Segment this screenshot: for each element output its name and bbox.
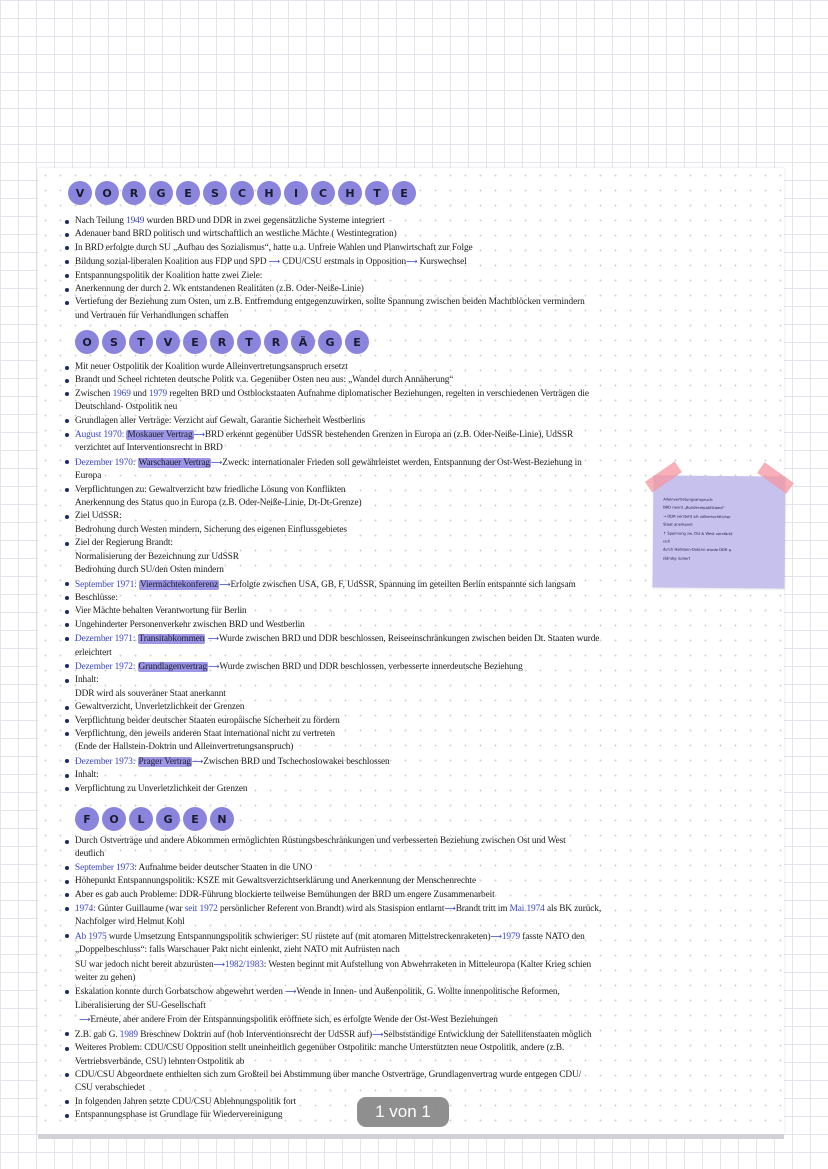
sticky-note xyxy=(653,475,786,588)
bullet-item xyxy=(64,374,674,387)
arrow-icon: ⟶ xyxy=(219,579,231,589)
highlighted-term: Moskauer Vertrag xyxy=(127,430,193,441)
line-text: Brandt tritt im xyxy=(455,904,510,915)
heading-letter: O xyxy=(95,181,119,205)
heading-letter: C xyxy=(230,181,254,205)
bullet-item xyxy=(64,660,674,674)
date-text: 1969 xyxy=(112,388,131,399)
sticky-note-text xyxy=(653,475,786,567)
line-text: CSU verabschiedet xyxy=(75,1083,145,1094)
line-text: fasste NATO den xyxy=(520,931,585,942)
line-text: Weiteres Problem: CDU/CSU Opposition stellt uneinheitlich gegenüber Ostpolitik: manche Unterstützten neue Ostpolitik, andere (z.B. xyxy=(75,1043,565,1054)
arrow-icon: ⟶ xyxy=(193,430,205,440)
line-text: Ungehinderter Personenverkehr zwischen BRD und Westberlin xyxy=(75,619,305,630)
continuation-line xyxy=(64,524,674,537)
date-text: Mai 1974 xyxy=(509,904,545,915)
bullet-item xyxy=(64,361,674,374)
page-bottom-edge xyxy=(38,1134,784,1139)
date-text: 1979 xyxy=(501,931,521,942)
heading-letter: G xyxy=(156,807,180,831)
line-text: In folgenden Jahren setzte CDU/CSU Ablehnungspolitik fort xyxy=(75,1096,297,1107)
date-text: September 1973: xyxy=(75,862,137,873)
bullet-item xyxy=(64,783,674,796)
line-text: Deutschland- Ostpolitik neu xyxy=(75,402,178,413)
continuation-line xyxy=(64,1056,674,1069)
line-text: Europa xyxy=(75,471,102,482)
continuation-line xyxy=(64,1013,674,1027)
arrow-icon: ⟶ xyxy=(490,931,502,941)
continuation-line xyxy=(64,958,674,972)
heading-letter: I xyxy=(284,181,308,205)
arrow-icon: ⟶ xyxy=(213,959,225,969)
date-text: 1982/1983 xyxy=(224,959,264,970)
continuation-line xyxy=(64,310,674,323)
heading-letter: G xyxy=(318,330,342,354)
sticky-note-line: Alleinvertretungsanspruch: xyxy=(663,497,714,502)
continuation-line xyxy=(64,944,674,957)
sticky-note-line: sich xyxy=(662,539,671,544)
heading-ostvertraege xyxy=(75,330,369,354)
sticky-note-line: → DDR versteht als völkerrechtlicher xyxy=(663,514,731,519)
heading-letter: C xyxy=(311,181,335,205)
line-text: Verpflichtung, den jeweils anderen Staat international nicht zu vertreten xyxy=(75,728,335,739)
heading-letter: G xyxy=(149,181,173,205)
line-text: wurde Umsetzung Entspannungspolitik schwieriger: SU rüstete auf (mit atomaren Mittelstreckenraketen) xyxy=(106,931,491,942)
line-text: Anerkennung der durch 2. Wk entstandenen Realitäten (z.B. Oder-Neiße-Linie) xyxy=(75,284,364,295)
bullet-item xyxy=(64,930,674,944)
line-text: Normalisierung der Bezeichnung zur UdSSR xyxy=(75,551,239,562)
arrow-icon: ⟶ xyxy=(191,756,204,766)
line-text: In BRD erfolgte durch SU „Aufbau des Sozialismus“, hatte u.a. Unfreie Wahlen und Planwirtschaft zur Folge xyxy=(75,242,473,253)
sticky-note-line: ↑ Spannung zw. Ost & West verstärkt xyxy=(662,531,733,536)
arrow-icon: ⟶ xyxy=(371,1029,384,1039)
bullet-item xyxy=(64,484,674,497)
section-folgen xyxy=(64,835,674,1123)
highlighted-term: Transitabkommen xyxy=(138,634,205,645)
bullet-item xyxy=(64,769,674,782)
bullet-item xyxy=(64,270,674,283)
heading-letter: R xyxy=(264,330,288,354)
heading-letter: H xyxy=(257,181,281,205)
heading-letter: V xyxy=(156,330,180,354)
continuation-line xyxy=(64,647,674,660)
line-text: Zwischen xyxy=(75,388,113,399)
arrow-icon: ⟶ xyxy=(208,661,220,671)
line-text: als BK zurück, xyxy=(544,904,602,915)
heading-letter: S xyxy=(102,330,126,354)
bullet-item xyxy=(64,674,674,687)
bullet-item xyxy=(64,215,674,228)
line-text: und Vertrauen für Verhandlungen schaffen xyxy=(75,310,229,321)
sticky-note-line: Staat anerkannt xyxy=(663,522,693,527)
line-text: CDU/CSU erstmals in Opposition xyxy=(280,257,407,268)
continuation-line xyxy=(64,564,674,577)
bullet-item xyxy=(64,862,674,875)
line-text: BRD erkennt gegenüber UdSSR bestehenden Grenzen in Europa an (z.B. Oder-Neiße-Linie), UdSSR xyxy=(204,430,574,441)
bullet-item xyxy=(64,510,674,523)
heading-vorgeschichte xyxy=(68,181,416,205)
bullet-item xyxy=(64,755,674,769)
line-text: Erneute, aber andere From der Entspannungspolitik eröffnete sich, es erfolgte Wende der Ost-West Beziehungen xyxy=(90,1015,498,1026)
line-text: Anerkennung des Status quo in Europa (z.B. Oder-Neiße-Linie, Dt-Dt-Grenze) xyxy=(75,498,362,509)
continuation-line xyxy=(64,916,674,929)
heading-letter: V xyxy=(68,181,92,205)
bullet-item xyxy=(64,255,674,269)
bullet-item xyxy=(64,985,674,999)
continuation-line xyxy=(64,442,674,455)
bullet-item xyxy=(64,537,674,550)
arrow-icon: ⟶ xyxy=(268,257,281,267)
date-text: 1979 xyxy=(148,388,168,399)
heading-letter: O xyxy=(102,807,126,831)
continuation-line xyxy=(64,1000,674,1013)
bullet-item xyxy=(64,283,674,296)
line-text: Günter Guillaume (war xyxy=(95,904,185,915)
date-text: Dezember 1970: xyxy=(75,457,136,468)
continuation-line xyxy=(64,470,674,483)
line-text: persönlicher Referent von Brandt) wird als Stasispion entlarnt xyxy=(217,904,445,915)
line-text: Entspannungspolitik der Koalition hatte zwei Ziele: xyxy=(75,270,263,281)
continuation-line xyxy=(64,551,674,564)
heading-letter: S xyxy=(203,181,227,205)
bullet-item xyxy=(64,1028,674,1042)
line-text: Wurde zwischen BRD und DDR beschlossen, Reiseeinschränkungen zwischen beiden Dt. Staaten wurde xyxy=(218,634,600,645)
section-vorgeschichte xyxy=(64,215,674,323)
line-text: erleichtert xyxy=(75,647,112,658)
bullet-item xyxy=(64,578,674,592)
bullet-item xyxy=(64,228,674,241)
bullet-item xyxy=(64,415,674,428)
bullet-item xyxy=(64,296,674,309)
continuation-line xyxy=(64,972,674,985)
line-text: wurden BRD und DDR in zwei gegensätzliche Systeme integriert xyxy=(144,216,385,226)
document-page xyxy=(38,168,784,1134)
heading-letter: E xyxy=(176,181,200,205)
highlighted-term: Viermächtekonferenz xyxy=(140,579,219,590)
sticky-note-line: durch Hallstein-Doktrin wurde DDR a. xyxy=(662,547,733,553)
line-text: Bedrohung durch Westen mindern, Sicherung des eigenen Einflussgebietes xyxy=(75,524,347,535)
bullet-item xyxy=(64,1042,674,1055)
line-text: Inhalt: xyxy=(75,770,99,781)
arrow-icon: ⟶ xyxy=(79,1015,91,1025)
heading-letter: H xyxy=(338,181,362,205)
line-text: Eskalation konnte durch Gorbatschow abgewehrt werden xyxy=(75,987,286,998)
bullet-item xyxy=(64,242,674,255)
line-text: Brandt und Scheel richteten deutsche Politk v.a. Gegenüber Osten neu aus: „Wandel durch Annäherung“ xyxy=(75,375,454,386)
line-text: Selbstständige Entwicklung der Satellitenstaaten möglich xyxy=(383,1029,592,1040)
arrow-icon: ⟶ xyxy=(210,457,223,467)
heading-letter: E xyxy=(392,181,416,205)
line-text: CDU/CSU Abgeordnete enthielten sich zum Großteil bei Abstimmung über manche Ostverträge, Grundlagenvertrag wurde entgegen CDU/ xyxy=(75,1069,582,1080)
line-text: Bildung sozial-liberalen Koalition aus FDP und SPD xyxy=(75,257,269,268)
date-text: Dezember 1972: xyxy=(75,661,136,672)
line-text: Z.B. gab G. xyxy=(75,1029,120,1040)
line-text: „Doppelbeschluss“: falls Warschauer Pakt nicht einlenkt, zieht NATO mit Aufrüsten nach xyxy=(75,945,400,956)
heading-letter: T xyxy=(237,330,261,354)
continuation-line xyxy=(64,497,674,510)
heading-letter: T xyxy=(365,181,389,205)
bullet-item xyxy=(64,632,674,646)
line-text: Entspannungsphase ist Grundlage für Wiedervereinigung xyxy=(75,1110,283,1121)
bullet-item xyxy=(64,835,674,848)
line-text: Zweck: internationaler Frieden soll gewährleistet werden, Entspannung der Ost-West-Beziehung in xyxy=(222,457,582,468)
bullet-item xyxy=(64,902,674,916)
date-text: September 1971: xyxy=(75,579,137,590)
bullet-item xyxy=(64,875,674,888)
date-text: Dezember 1973: xyxy=(75,756,136,767)
arrow-icon: ⟶ xyxy=(207,634,219,644)
highlighted-term: Grundlagenvertrag xyxy=(138,661,208,672)
line-text: DDR wird als souveräner Staat anerkannt xyxy=(75,688,226,699)
line-text: Ziel der Regierung Brandt: xyxy=(75,538,173,549)
heading-letter: L xyxy=(129,807,153,831)
date-text: August 1970: xyxy=(75,430,125,441)
bullet-item xyxy=(64,701,674,714)
bullet-item xyxy=(64,715,674,728)
continuation-line xyxy=(64,401,674,414)
heading-letter: E xyxy=(345,330,369,354)
line-text: deutlich xyxy=(75,849,105,860)
sticky-note-line: BRD nennt „Bundesrepublikland“ xyxy=(663,505,725,511)
heading-letter: Ä xyxy=(291,330,315,354)
line-text: Aber es gab auch Probleme: DDR-Führung blockierte teilweise Bemühungen der BRD um engere Zusammenarbeit xyxy=(75,889,495,900)
line-text: Grundlagen aller Verträge: Verzicht auf Gewalt, Garantie Sicherheit Westberlins xyxy=(75,415,366,426)
line-text: Zwischen BRD und Tschechoslowakei beschlossen xyxy=(203,756,390,767)
arrow-icon: ⟶ xyxy=(406,257,418,267)
date-text: seit 1972 xyxy=(184,904,218,915)
line-text: SU war jedoch nicht bereit abzurüsten xyxy=(75,959,214,970)
line-text: weiter zu gehen) xyxy=(75,973,136,984)
bullet-item xyxy=(64,728,674,741)
line-text: Verpflichtung zu Unverletzlichkeit der Grenzen xyxy=(75,783,248,794)
line-text: Ziel UdSSR: xyxy=(75,511,122,522)
date-text: Dezember 1971: xyxy=(75,634,136,645)
line-text: Höhepunkt Entspannungspolitik: KSZE mit Gewaltsverzichtserklärung und Anerkennung der Menschenrechte xyxy=(75,876,477,887)
continuation-line xyxy=(64,741,674,754)
bullet-item xyxy=(64,605,674,618)
continuation-line xyxy=(64,688,674,701)
bullet-item xyxy=(64,456,674,470)
line-text: verzichtet auf Interventionsrecht in BRD xyxy=(75,443,223,454)
line-text: Vertriebsverbände, CSU) lehnten Ostpolitik ab xyxy=(75,1056,245,1067)
bullet-item xyxy=(64,428,674,442)
line-text: Nach Teilung xyxy=(75,216,127,226)
line-text: Verpflichtung beider deutscher Staaten europäische Sicherheit zu fördern xyxy=(75,715,340,726)
page-indicator xyxy=(357,1097,449,1127)
line-text: Gewaltverzicht, Unverletzlichkeit der Grenzen xyxy=(75,702,245,713)
bullet-item xyxy=(64,619,674,632)
date-text: 1949 xyxy=(126,216,145,226)
sticky-note-line: ständig isoliert xyxy=(662,556,691,561)
line-text: Breschnew Doktrin auf (hob Interventionsrecht der UdSSR auf) xyxy=(137,1029,372,1040)
line-text: und xyxy=(130,388,149,399)
line-text: : Westen beginnt mit Aufstellung von Abwehrraketen in Mitteleuropa (Kalter Krieg schien xyxy=(263,959,592,970)
section-ostvertraege xyxy=(64,361,674,796)
line-text: regelten BRD und Ostblockstaaten Aufnahme diplomatischer Beziehungen, regelten in verschiedenen Verträgen die xyxy=(167,388,589,399)
line-text: Aufnahme beider deutscher Staaten in die UNO xyxy=(136,862,313,873)
line-text: Wende in Innen- und Außenpolitik, G. Wollte innenpolitische Reformen, xyxy=(296,987,560,998)
heading-letter: F xyxy=(75,807,99,831)
line-text: Vertiefung der Beziehung zum Osten, um z.B. Entfremdung entgegenzuwirken, sollte Spannung zwischen beiden Machtblöcken vermindern xyxy=(75,297,585,308)
arrow-icon: ⟶ xyxy=(285,987,297,997)
bullet-item xyxy=(64,889,674,902)
line-text: Adenauer band BRD politisch und wirtschaftlich an westliche Mächte ( Westintegration) xyxy=(75,229,397,240)
heading-folgen xyxy=(75,807,234,831)
highlighted-term: Prager Vertrag xyxy=(138,756,191,767)
line-text: Inhalt: xyxy=(75,675,99,686)
line-text: Liberalisierung der SU-Gesellschaft xyxy=(75,1000,206,1011)
line-text: Vier Mächte behalten Verantwortung für Berlin xyxy=(75,606,247,617)
bullet-item xyxy=(64,388,674,401)
heading-letter: R xyxy=(210,330,234,354)
date-text: Ab 1975 xyxy=(75,931,107,942)
arrow-icon: ⟶ xyxy=(444,904,456,914)
date-text: 1989 xyxy=(119,1029,138,1040)
page-indicator-label: 1 von 1 xyxy=(375,1102,431,1121)
line-text: Wurde zwischen BRD und DDR beschlossen, verbesserte innerdeutsche Beziehung xyxy=(219,661,523,672)
line-text: Verpflichtungen zu: Gewaltverzicht bzw friedliche Lösung von Konflikten xyxy=(75,484,346,495)
heading-letter: T xyxy=(129,330,153,354)
line-text: (Ende der Hallstein-Doktrin und Alleinvertretungsanspruch) xyxy=(75,742,294,753)
heading-letter: E xyxy=(183,330,207,354)
line-text: Durch Ostverträge und andere Abkommen ermöglichten Rüstungsbeschränkungen und verbesserten Beziehung zwischen Ost und West xyxy=(75,836,566,846)
continuation-line xyxy=(64,1082,674,1095)
line-text: Bedrohung durch SU/den Osten mindern xyxy=(75,565,224,576)
line-text: Mit neuer Ostpolitik der Koalition wurde Alleinvertretungsanspruch ersetzt xyxy=(75,362,348,372)
line-text: Beschlüsse: xyxy=(75,592,118,603)
heading-letter: O xyxy=(75,330,99,354)
bullet-item xyxy=(64,1069,674,1082)
bullet-item xyxy=(64,592,674,605)
heading-letter: N xyxy=(210,807,234,831)
date-text: 1974: xyxy=(75,904,96,915)
heading-letter: E xyxy=(183,807,207,831)
line-text: Erfolgte zwischen USA, GB, F, UdSSR, Spannung im geteilten Berlin entspannte sich langsam xyxy=(230,579,576,590)
continuation-line xyxy=(64,848,674,861)
heading-letter: R xyxy=(122,181,146,205)
line-text: Kurswechsel xyxy=(417,257,467,268)
line-text: Nachfolger wird Helmut Kohl xyxy=(75,917,185,928)
highlighted-term: Warschauer Vertrag xyxy=(138,457,210,468)
